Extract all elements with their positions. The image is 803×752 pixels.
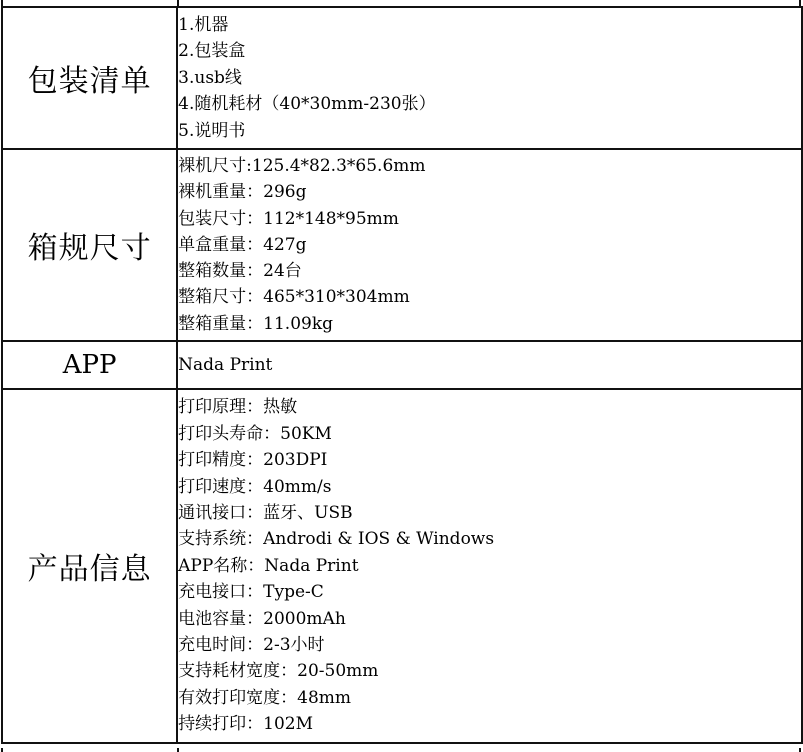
table-bottom-edge-left bbox=[1, 748, 3, 752]
list-item: 打印原理：热敏 bbox=[178, 397, 298, 418]
list-item: 支持耗材宽度：20-50mm bbox=[178, 661, 379, 682]
table-row bbox=[2, 341, 802, 389]
row-label-carton-size: 箱规尺寸 bbox=[2, 149, 177, 341]
list-item: 持续打印：102M bbox=[178, 714, 314, 735]
table-row bbox=[2, 389, 802, 743]
row-value-packing-list bbox=[177, 7, 802, 149]
list-item: 5.说明书 bbox=[178, 120, 246, 141]
list-item: 3.usb线 bbox=[178, 67, 242, 88]
row-value-product-info bbox=[177, 389, 802, 743]
list-item: APP名称：Nada Print bbox=[178, 555, 359, 576]
list-item: 裸机重量：296g bbox=[178, 182, 307, 203]
row-label-app: APP bbox=[2, 341, 177, 389]
list-item: 打印头寿命：50KM bbox=[178, 423, 332, 444]
list-item: 4.随机耗材（40*30mm-230张） bbox=[178, 94, 436, 115]
list-item: 包装尺寸：112*148*95mm bbox=[178, 208, 399, 229]
table-bottom-edge-mid bbox=[177, 748, 179, 752]
row-label-product-info: 产品信息 bbox=[2, 389, 177, 743]
list-item: 裸机尺寸:125.4*82.3*65.6mm bbox=[178, 156, 426, 177]
row-value-carton-size bbox=[177, 149, 802, 341]
list-item: 2.包装盒 bbox=[178, 41, 246, 62]
list-item: 充电时间：2-3小时 bbox=[178, 635, 325, 656]
spec-table bbox=[1, 6, 803, 744]
list-item: 整箱尺寸：465*310*304mm bbox=[178, 287, 410, 308]
list-item: 打印速度：40mm/s bbox=[178, 476, 332, 497]
list-item: 整箱重量：11.09kg bbox=[178, 313, 334, 334]
row-value-app bbox=[177, 341, 802, 389]
list-item: 通讯接口：蓝牙、USB bbox=[178, 502, 353, 523]
table-row bbox=[2, 7, 802, 149]
list-item: 充电接口：Type-C bbox=[178, 582, 324, 603]
table-bottom-edge-right bbox=[799, 748, 801, 752]
row-label-packing-list: 包装清单 bbox=[2, 7, 177, 149]
list-item: 1.机器 bbox=[178, 14, 229, 35]
list-item: 打印精度：203DPI bbox=[178, 450, 328, 471]
list-item: 支持系统：Androdi & IOS & Windows bbox=[178, 529, 495, 550]
list-item: 电池容量：2000mAh bbox=[178, 608, 346, 629]
table-row bbox=[2, 149, 802, 341]
list-item: 整箱数量：24台 bbox=[178, 261, 302, 282]
list-item: 单盒重量：427g bbox=[178, 234, 307, 255]
list-item: Nada Print bbox=[178, 354, 273, 375]
list-item: 有效打印宽度：48mm bbox=[178, 687, 352, 708]
